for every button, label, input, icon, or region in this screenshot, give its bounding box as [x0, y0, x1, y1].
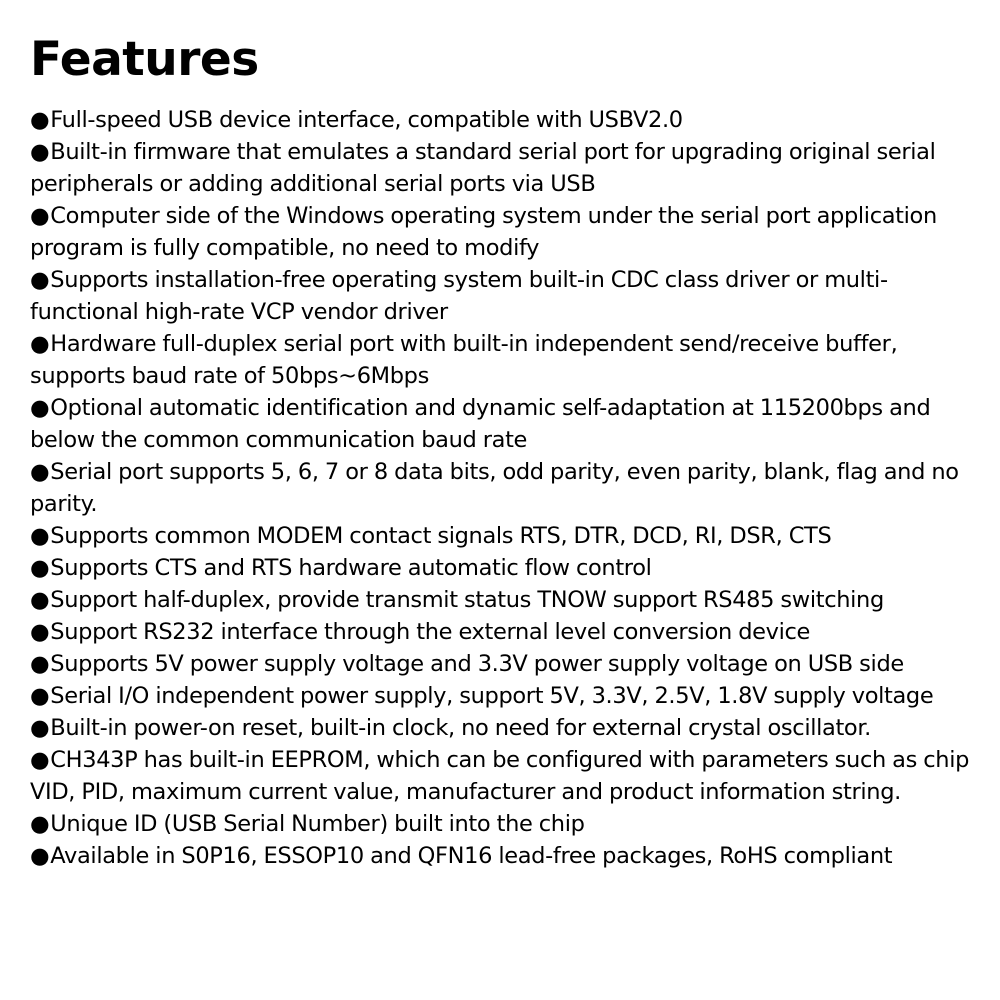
bullet-icon: ● [30, 555, 50, 581]
bullet-icon: ● [30, 139, 50, 165]
feature-item [30, 584, 985, 616]
feature-item [30, 392, 985, 456]
bullet-icon: ● [30, 523, 50, 549]
feature-item [30, 840, 985, 872]
bullet-icon: ● [30, 331, 50, 357]
feature-item [30, 808, 985, 840]
feature-item [30, 520, 985, 552]
bullet-icon: ● [30, 267, 50, 293]
feature-text: Serial port supports 5, 6, 7 or 8 data bits, odd parity, even parity, blank, flag and no parity. [30, 459, 959, 517]
feature-text: Full-speed USB device interface, compatible with USBV2.0 [50, 107, 683, 133]
feature-item [30, 328, 985, 392]
feature-item [30, 648, 985, 680]
feature-item [30, 200, 985, 264]
features-document [30, 28, 985, 872]
bullet-icon: ● [30, 811, 50, 837]
feature-item [30, 552, 985, 584]
feature-item [30, 136, 985, 200]
feature-text: Optional automatic identification and dynamic self-adaptation at 115200bps and below the common communication baud rate [30, 395, 931, 453]
feature-list [30, 104, 985, 872]
feature-item [30, 456, 985, 520]
bullet-icon: ● [30, 843, 50, 869]
feature-text: Support RS232 interface through the external level conversion device [50, 619, 810, 645]
feature-text: Support half-duplex, provide transmit status TNOW support RS485 switching [50, 587, 884, 613]
feature-text: Built-in power-on reset, built-in clock, no need for external crystal oscillator. [50, 715, 871, 741]
bullet-icon: ● [30, 203, 50, 229]
bullet-icon: ● [30, 587, 50, 613]
bullet-icon: ● [30, 395, 50, 421]
feature-item [30, 744, 985, 808]
feature-text: Supports 5V power supply voltage and 3.3V power supply voltage on USB side [50, 651, 904, 677]
feature-item [30, 712, 985, 744]
feature-text: Supports CTS and RTS hardware automatic flow control [50, 555, 652, 581]
bullet-icon: ● [30, 683, 50, 709]
page-title: Features [30, 32, 259, 87]
feature-text: Hardware full-duplex serial port with built-in independent send/receive buffer, supports baud rate of 50bps~6Mbps [30, 331, 898, 389]
feature-text: Supports installation-free operating system built-in CDC class driver or multi-functional high-rate VCP vendor driver [30, 267, 888, 325]
bullet-icon: ● [30, 651, 50, 677]
feature-text: Computer side of the Windows operating system under the serial port application program is fully compatible, no need to modify [30, 203, 937, 261]
feature-text: CH343P has built-in EEPROM, which can be configured with parameters such as chip VID, PID, maximum current value, manufacturer and product information string. [30, 747, 970, 805]
feature-text: Supports common MODEM contact signals RTS, DTR, DCD, RI, DSR, CTS [50, 523, 832, 549]
bullet-icon: ● [30, 619, 50, 645]
bullet-icon: ● [30, 715, 50, 741]
feature-text: Available in S0P16, ESSOP10 and QFN16 lead-free packages, RoHS compliant [50, 843, 893, 869]
feature-item [30, 680, 985, 712]
bullet-icon: ● [30, 747, 50, 773]
bullet-icon: ● [30, 459, 50, 485]
feature-item [30, 104, 985, 136]
feature-text: Serial I/O independent power supply, support 5V, 3.3V, 2.5V, 1.8V supply voltage [50, 683, 934, 709]
feature-item [30, 616, 985, 648]
feature-item [30, 264, 985, 328]
feature-text: Built-in firmware that emulates a standard serial port for upgrading original serial peripherals or adding additional serial ports via USB [30, 139, 936, 197]
feature-text: Unique ID (USB Serial Number) built into the chip [50, 811, 585, 837]
bullet-icon: ● [30, 107, 50, 133]
